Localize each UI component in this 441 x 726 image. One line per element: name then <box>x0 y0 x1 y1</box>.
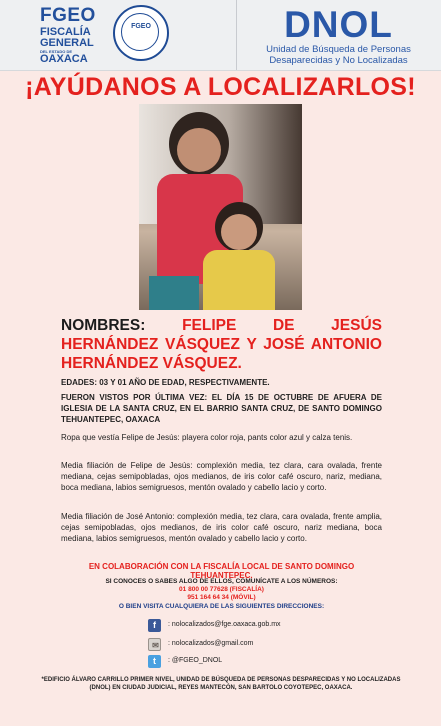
clothing-paragraph: Ropa que vestía Felipe de Jesús: playera color roja, pants color azul y calza tenis. <box>61 433 353 442</box>
dnol-subtitle-line-2: Desaparecidas y No Localizadas <box>269 55 408 66</box>
twitter-contact-text: : @FGEO_DNOL <box>168 657 223 664</box>
dnol-logo: DNOL <box>284 4 393 45</box>
photo-child-2-shirt <box>203 250 275 310</box>
footer-address: *EDIFICIO ÁLVARO CARRILLO PRIMER NIVEL, UNIDAD DE BÚSQUEDA DE PERSONAS DESPARECIDAS Y NO LOCALIZADAS (DNOL) EN CIUDAD JUDICIAL, REYES MANTECÓN, SAN BARTOLO COYOTEPEC, OAXACA. <box>41 677 401 691</box>
photo-child-2-face <box>221 214 257 250</box>
fge-line-1: FISCALÍA <box>40 26 91 38</box>
names-value: FELIPE DE JESÚS HERNÁNDEZ VÁSQUEZ Y JOSÉ ANTONIO HERNÁNDEZ VÁSQUEZ. <box>61 317 383 372</box>
photo-child-1-face <box>177 128 221 172</box>
dnol-subtitle <box>236 44 441 66</box>
fge-small-line: DEL ESTADO DE <box>40 49 73 54</box>
fge-line-2: GENERAL <box>40 37 94 49</box>
children-photo <box>139 104 302 310</box>
collaboration-note: EN COLABORACIÓN CON LA FISCALÍA LOCAL DE SANTO DOMINGO TEHUANTEPEC. <box>88 562 355 580</box>
phone-fiscalia: 01 800 00 77628 (FISCALÍA) <box>179 586 264 593</box>
contact-intro: SI CONOCES O SABES ALGO DE ELLOS, COMUNÍCATE A LOS NÚMEROS: <box>105 578 338 585</box>
fge-seal-icon <box>113 5 169 61</box>
dnol-subtitle-line-1: Unidad de Búsqueda de Personas <box>266 44 411 55</box>
contact-visit-note: O BIEN VISITA CUALQUIERA DE LAS SIGUIENTES DIRECCIONES: <box>118 603 325 610</box>
last-seen-paragraph: FUERON VISTOS POR ÚLTIMA VEZ: EL DÍA 15 DE OCTUBRE DE AFUERA DE IGLESIA DE LA SANTA CRUZ, EN EL BARRIO SANTA CRUZ, DE SANTO DOMINGO TEHUANTEPEC, OAXACA <box>61 393 382 424</box>
photo-child-1-pants <box>149 276 199 310</box>
phone-mobile: 951 164 64 34 (MÓVIL) <box>187 594 256 601</box>
names-heading <box>61 316 382 373</box>
facebook-icon: f <box>148 619 161 632</box>
facebook-contact-text: : nolocalizados@fge.oaxaca.gob.mx <box>168 621 281 628</box>
seal-ring <box>121 13 159 51</box>
seal-text: FGEO <box>131 23 151 30</box>
fge-logo-block <box>0 0 236 70</box>
banner-title: ¡AYÚDANOS A LOCALIZARLOS! <box>25 73 416 101</box>
names-label: NOMBRES: <box>61 317 146 334</box>
email-contact-text: : nolocalizados@gmail.com <box>168 640 254 647</box>
description-jose-paragraph: Media filiación de José Antonio: complexión media, tez clara, cara ovalada, frente amplia, cejas semipobladas, ojos medianos, de iris color café oscuro, nariz mediana, boca mediana, labios semigruesos, mentón ovalado y cabello lacio y corto. <box>61 512 382 543</box>
fge-wordmark: FGEO <box>40 5 96 26</box>
description-felipe-paragraph: Media filiación de Felipe de Jesús: complexión media, tez clara, cara ovalada, frente mediana, cejas semipobladas, ojos medianos, de iris color café oscuro, nariz, mediana, boca mediana, labios semigruesos, mentón ovalado y cabello lacio y corto. <box>61 461 382 492</box>
header <box>0 0 441 71</box>
email-icon: ✉ <box>148 638 161 651</box>
twitter-icon: t <box>148 655 161 668</box>
ages-paragraph: EDADES: 03 Y 01 AÑO DE EDAD, RESPECTIVAMENTE. <box>61 378 270 387</box>
fge-line-3: OAXACA <box>40 53 88 65</box>
